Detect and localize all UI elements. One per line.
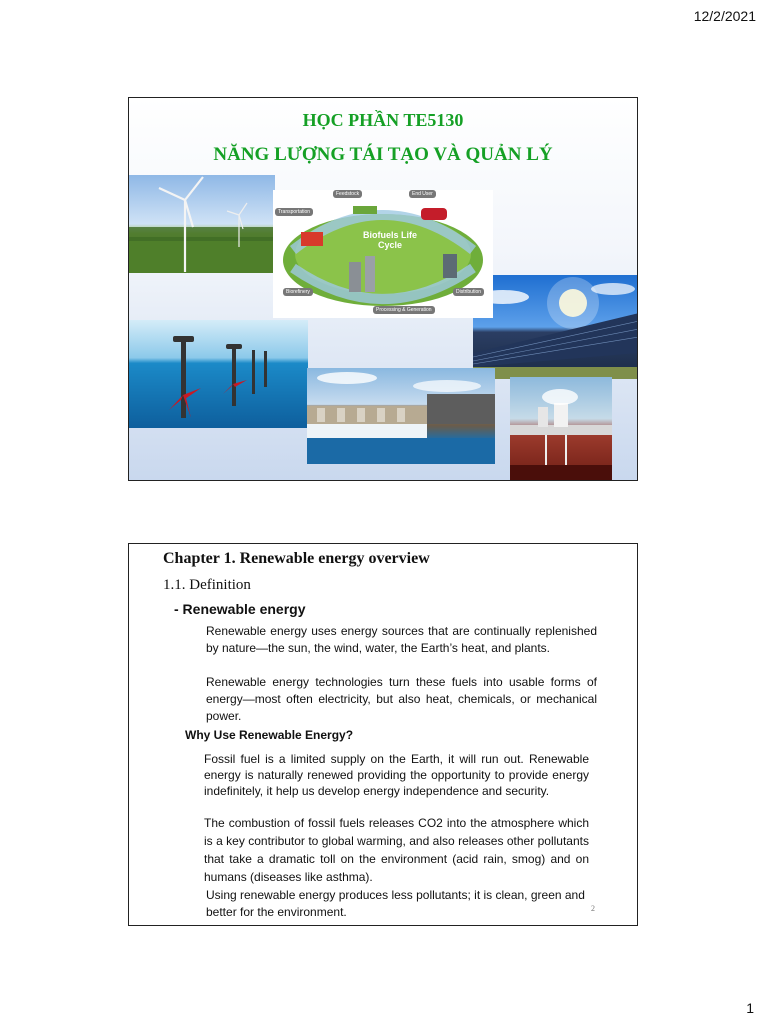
definition-paragraph-1: Renewable energy uses energy sources that are continually replenished by nature—the sun, the wind, water, the Earth’s heat, and plants. <box>206 624 597 655</box>
stage-feedstock-label: Feedstock <box>333 190 362 198</box>
stage-end-user-label: End User <box>409 190 436 198</box>
why-paragraph-1: Fossil fuel is a limited supply on the Earth, it will run out. Renewable energy is naturally renewed providing the opportunity to provide energy indefinitely, it help us develop energy independence and security. <box>204 752 589 798</box>
section-title: 1.1. Definition <box>163 577 251 593</box>
stage-distribution-label: Distribution <box>453 288 484 296</box>
biofuels-life-cycle-diagram <box>273 190 493 318</box>
why-heading: Why Use Renewable Energy? <box>185 728 354 742</box>
why-paragraph-2: The combustion of fossil fuels releases CO2 into the atmosphere which is a key contributor to global warming, and also releases other pollutants that take a dramatic toll on the environment (acid rain, smog) and on humans (diseases like asthma). <box>204 816 589 884</box>
why-paragraph-3: Using renewable energy produces less pollutants; it is clean, green and better for the environment. <box>206 888 585 919</box>
slide-2 <box>128 543 638 926</box>
stage-biorefinery-label: Biorefinery <box>283 288 313 296</box>
slide-1 <box>128 97 638 481</box>
slide-number: 2 <box>591 904 595 913</box>
geothermal-diagram <box>510 377 612 481</box>
tidal-turbines-photo <box>129 320 308 428</box>
definition-paragraph-2: Renewable energy technologies turn these fuels into usable forms of energy—most often electricity, but also heat, chemicals, or mechanical power. <box>206 675 597 723</box>
course-code-title: HỌC PHẦN TE5130 <box>302 110 464 130</box>
chapter-title: Chapter 1. Renewable energy overview <box>163 550 430 567</box>
biofuels-center-label: Biofuels Life Cycle <box>362 230 417 250</box>
stage-transportation-label: Transportation <box>275 208 313 216</box>
course-name-title: NĂNG LƯỢNG TÁI TẠO VÀ QUẢN LÝ <box>213 144 553 165</box>
solar-panels-photo <box>473 275 638 379</box>
page-number: 1 <box>746 1000 754 1016</box>
print-date: 12/2/2021 <box>693 8 756 24</box>
subsection-heading: - Renewable energy <box>174 601 306 617</box>
stage-processing-label: Processing & Generation <box>373 306 435 314</box>
hydroelectric-dam-photo <box>307 368 495 464</box>
wind-turbines-photo <box>129 175 275 273</box>
